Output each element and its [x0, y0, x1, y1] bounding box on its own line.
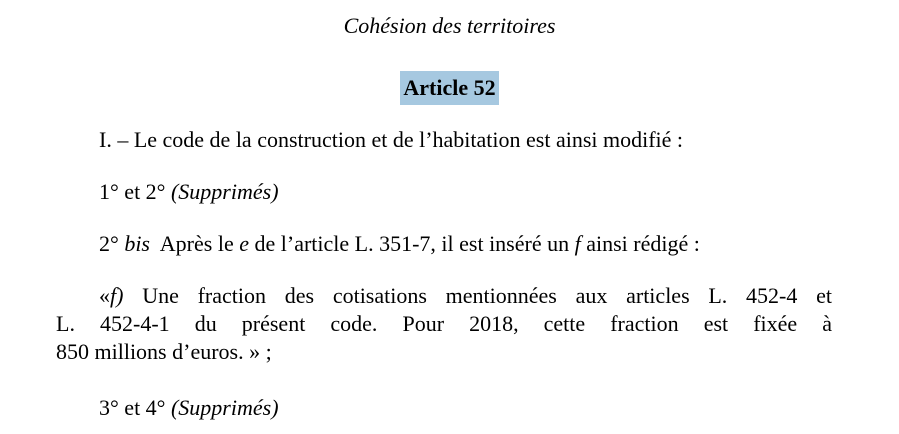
- quote-line: L. 452-4-1 du présent code. Pour 2018, cette fraction est fixée à: [56, 311, 832, 336]
- paragraph-2-bis: [99, 230, 700, 258]
- article-title: Article 52: [400, 71, 498, 105]
- quote-line: 850 millions d’euros. » ;: [56, 339, 272, 364]
- quote-line: [56, 282, 832, 310]
- text-segment: Après le: [159, 231, 234, 256]
- open-quote: «: [99, 283, 110, 308]
- paragraph-intro: I. – Le code de la construction et de l’habitation est ainsi modifié :: [99, 127, 684, 152]
- text-segment: de l’article L. 351-7, il est inséré un: [254, 231, 570, 256]
- letter-e: e: [239, 231, 249, 256]
- text-segment: ainsi rédigé :: [586, 231, 700, 256]
- paragraph-1-2: [99, 178, 279, 206]
- item-note: (Supprimés): [170, 179, 279, 204]
- article-heading-wrap: [0, 71, 899, 105]
- paragraph-3-4: [99, 394, 279, 422]
- item-number: 2°: [99, 231, 119, 256]
- letter-f: f: [574, 231, 581, 256]
- letter-f: f): [110, 283, 124, 308]
- quote-text: Une fraction des cotisations mentionnées aux articles L. 452-4 et: [142, 283, 833, 308]
- bis-label: bis: [124, 231, 150, 256]
- item-number: 1° et 2°: [99, 179, 166, 204]
- section-title: Cohésion des territoires: [343, 13, 556, 38]
- item-number: 3° et 4°: [99, 395, 166, 420]
- item-note: (Supprimés): [170, 395, 279, 420]
- paragraph-quoted-insertion: [56, 282, 832, 366]
